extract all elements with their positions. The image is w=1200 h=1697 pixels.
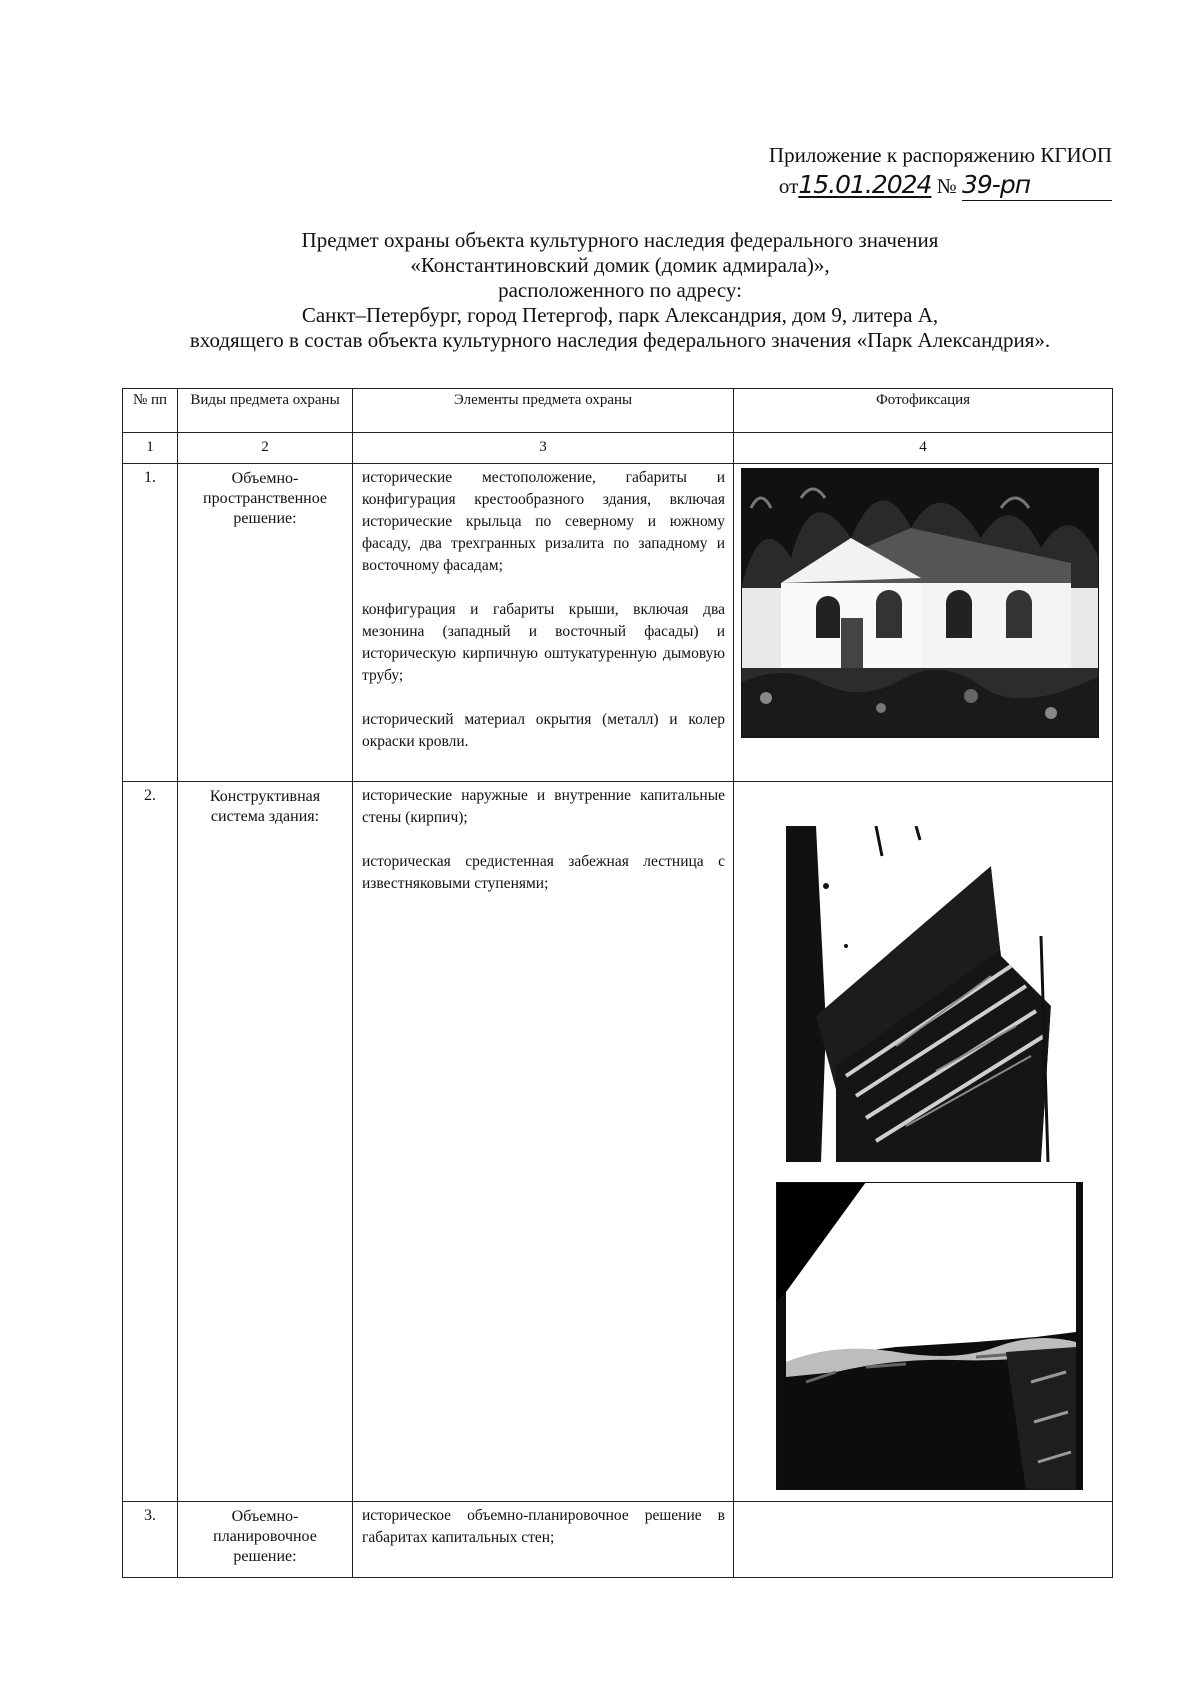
title-line: Санкт–Петербург, город Петергоф, парк Александрия, дом 9, литера А, xyxy=(301,303,939,327)
row-elements xyxy=(353,782,734,1502)
element-text: исторические местоположение, габариты и конфигурация крестообразного здания, включая исторические крыльца по северному и южному фасаду, два трехгранных ризалита по западному и восточному фасадам; xyxy=(362,469,725,574)
header-photo: Фотофиксация xyxy=(734,389,1113,433)
column-numbers-row xyxy=(123,433,1113,464)
column-number: 1 xyxy=(123,433,178,464)
document-title xyxy=(100,228,1140,353)
column-number: 2 xyxy=(178,433,353,464)
order-from-label: от xyxy=(778,174,799,198)
table-row xyxy=(123,782,1113,1502)
row-number: 1. xyxy=(123,464,178,782)
header-number: № пп xyxy=(123,389,178,433)
order-number-sign: № xyxy=(936,174,957,198)
title-line: расположенного по адресу: xyxy=(498,278,742,302)
staircase-photo xyxy=(786,826,1071,1162)
row-elements xyxy=(353,464,734,782)
column-number: 3 xyxy=(353,433,734,464)
table-row xyxy=(123,1502,1113,1578)
row-kind: Объемно-пространственное решение: xyxy=(178,464,353,782)
row-photo-cell xyxy=(734,782,1113,1502)
appendix-header xyxy=(692,140,1112,201)
row-kind: Конструктивная система здания: xyxy=(178,782,353,1502)
table-header-row xyxy=(123,389,1113,433)
column-number: 4 xyxy=(734,433,1113,464)
element-text: конфигурация и габариты крыши, включая два мезонина (западный и восточный фасады) и историческую кирпичную оштукатуренную дымовую трубу; xyxy=(362,601,725,684)
row-kind: Объемно-планировочное решение: xyxy=(178,1502,353,1578)
house-photo xyxy=(741,468,1099,738)
table-row xyxy=(123,464,1113,782)
title-line: Предмет охраны объекта культурного наследия федерального значения xyxy=(301,228,939,252)
element-text: историческое объемно-планировочное решение в габаритах капитальных стен; xyxy=(362,1507,725,1546)
row-photo-cell xyxy=(734,1502,1113,1578)
element-text: историческая средистенная забежная лестница с известняковыми ступенями; xyxy=(362,853,725,892)
order-date: 15.01.2024 xyxy=(798,170,932,199)
row-photo-cell xyxy=(734,464,1113,782)
row-elements xyxy=(353,1502,734,1578)
protection-table xyxy=(122,388,1113,1578)
header-kind: Виды предмета охраны xyxy=(178,389,353,433)
row-number: 2. xyxy=(123,782,178,1502)
element-text: исторические наружные и внутренние капитальные стены (кирпич); xyxy=(362,787,725,826)
row-number: 3. xyxy=(123,1502,178,1578)
order-reference xyxy=(692,170,1112,201)
title-line: входящего в состав объекта культурного наследия федерального значения «Парк Александрия». xyxy=(189,328,1051,352)
order-number: 39-рп xyxy=(962,170,1112,201)
interior-photo xyxy=(776,1182,1083,1490)
appendix-title: Приложение к распоряжению КГИОП xyxy=(768,143,1112,167)
title-line: «Константиновский домик (домик адмирала)», xyxy=(410,253,830,277)
element-text: исторический материал окрытия (металл) и колер окраски кровли. xyxy=(362,711,725,750)
header-elements: Элементы предмета охраны xyxy=(353,389,734,433)
